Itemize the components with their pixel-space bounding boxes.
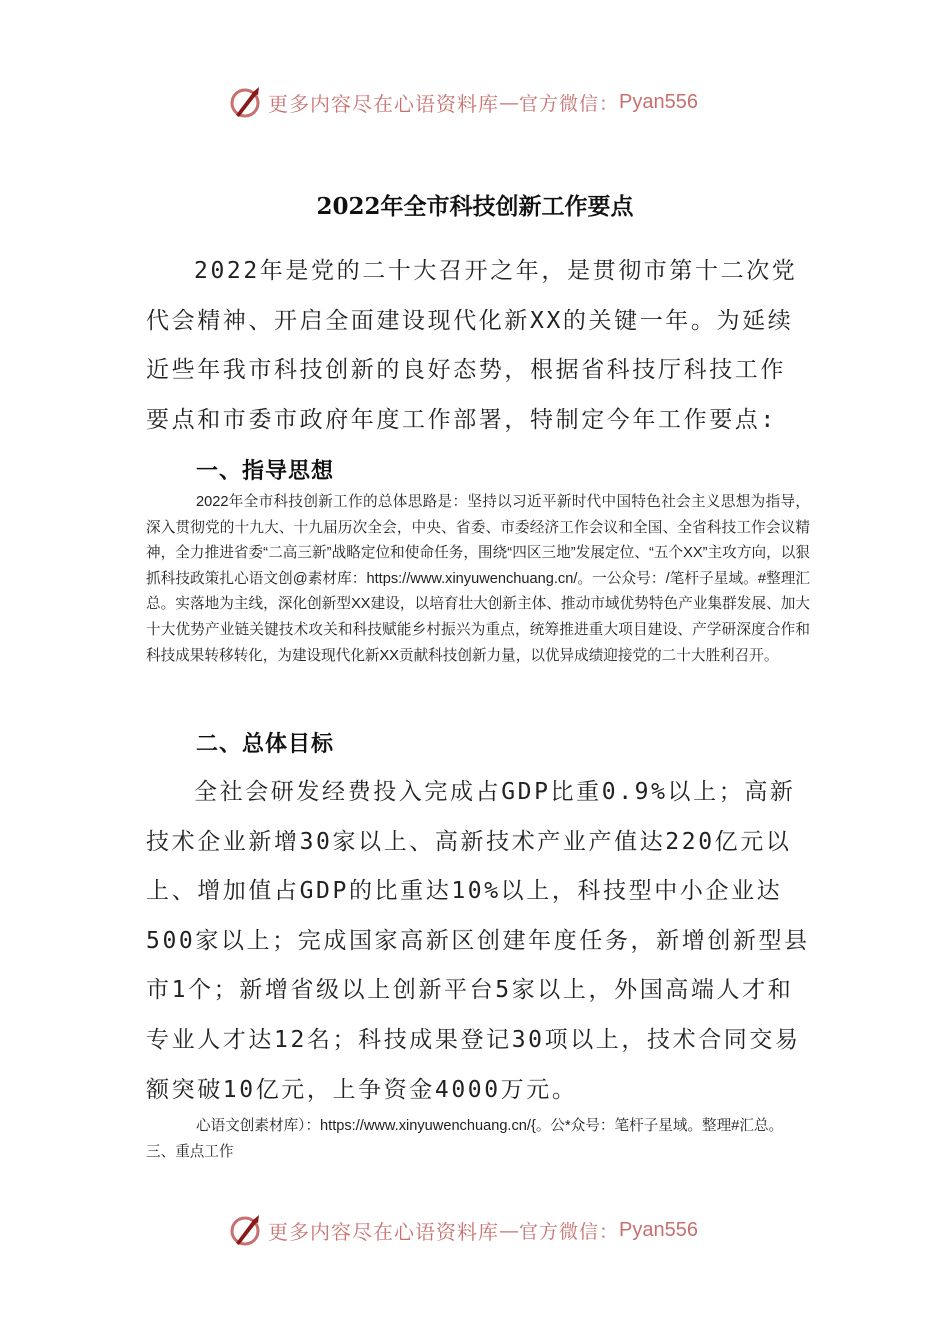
banner-separator: —: [499, 90, 519, 114]
section-body-overall-goals: 全社会研发经费投入完成占GDP比重0.9%以上；高新技术企业新增30家以上、高新技术产业产值达220亿元以上、增加值占GDP的比重达10%以上，科技型中小企业达500家以上；完成国家高新区创建年度任务，新增创新型县市1个；新增省级以上创新平台5家以上，外国高端人才和专业人才达12名；科技成果登记30项以上，技术合同交易额突破10亿元，上争资金4000万元。: [146, 779, 810, 1103]
banner-contact-id: Pyan556: [619, 90, 698, 113]
banner-text: 更多内容尽在心语资料库: [268, 91, 499, 116]
quill-circle-icon: [228, 1213, 262, 1247]
section-heading-guiding-thought: 一、指导思想: [196, 459, 335, 484]
quill-circle-icon: [228, 85, 262, 119]
header-banner: [228, 82, 698, 122]
section-body-guiding-thought: 2022年全市科技创新工作的总体思路是：坚持以习近平新时代中国特色社会主义思想为指导，深入贯彻党的十九大、十九届历次全会，中央、省委、市委经济工作会议和全国、全省科技工作会议精神，全力推进省委“二高三新”战略定位和使命任务，围绕“四区三地”发展定位、“五个XX”主攻方向，以狠抓科技政策扎心语文创@素材库：https://www.xinyuwenchuang.cn/。一公众号：/笔杆子星域。#整理汇总。实落地为主线，深化创新型XX建设，以培育壮大创新主体、推动市域优势特色产业集群发展、加大十大优势产业链关键技术攻关和科技赋能乡村振兴为重点，统筹推进重大项目建设、产学研深度合作和科技成果转移转化，为建设现代化新XX贡献科技创新力量，以优异成绩迎接党的二十大胜利召开。: [146, 494, 810, 664]
banner-contact-label: 官方微信：: [519, 92, 620, 115]
banner-contact-id: Pyan556: [619, 1218, 698, 1241]
document-title: 2022年全市科技创新工作要点: [316, 193, 634, 221]
banner-text: 更多内容尽在心语资料库: [268, 1219, 499, 1244]
footer-banner: [228, 1210, 698, 1250]
banner-separator: —: [499, 1218, 519, 1242]
section-heading-overall-goals: 二、总体目标: [196, 732, 335, 757]
footer-note: 心语文创素材库）：https://www.xinyuwenchuang.cn/{。公*众号：笔杆子星域。整理#汇总。三、重点工作: [146, 1118, 784, 1160]
intro-paragraph: 2022年是党的二十大召开之年，是贯彻市第十二次党代会精神、开启全面建设现代化新XX的关键一年。为延续近些年我市科技创新的良好态势，根据省科技厅科技工作要点和市委市政府年度工作部署，特制定今年工作要点:: [146, 258, 798, 433]
banner-contact-label: 官方微信：: [519, 1220, 620, 1243]
